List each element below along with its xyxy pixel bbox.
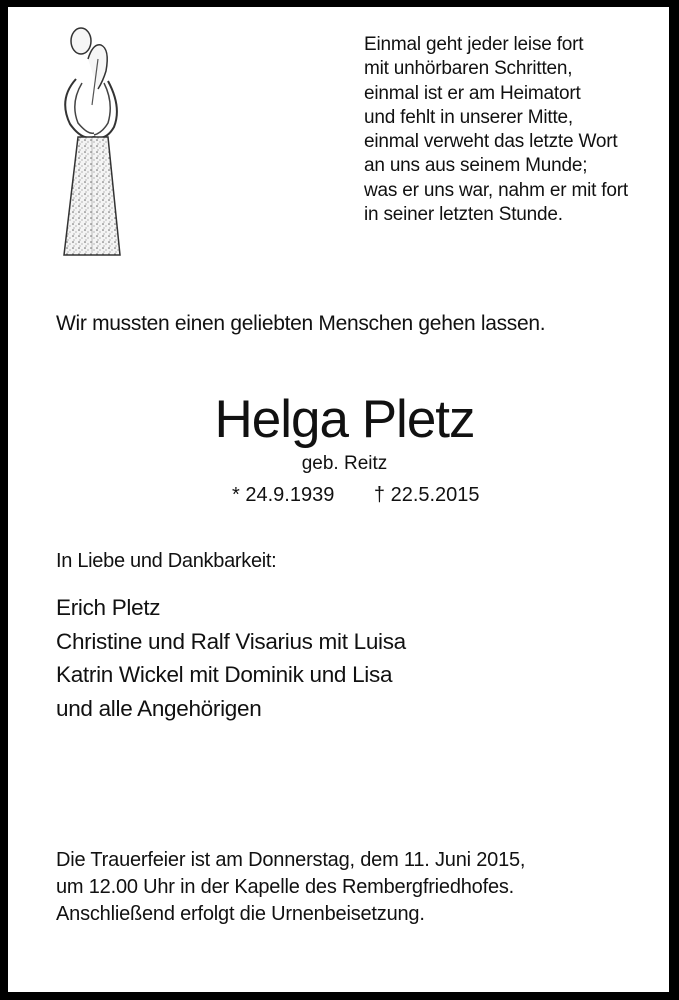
birth-name: geb. Reitz	[301, 453, 388, 474]
service-line: Anschließend erfolgt die Urnenbeisetzung.	[56, 903, 425, 925]
intro-text: Wir mussten einen geliebten Menschen gehen lassen.	[56, 312, 546, 335]
mourner: und alle Angehörigen	[56, 695, 262, 721]
thanks-heading: In Liebe und Dankbarkeit:	[56, 550, 277, 572]
poem-line: einmal verweht das letzte Wort	[364, 131, 618, 153]
service-line: um 12.00 Uhr in der Kapelle des Rembergfriedhofes.	[56, 876, 515, 898]
birth-date: * 24.9.1939	[232, 484, 335, 506]
death-date: † 22.5.2015	[373, 484, 480, 506]
funeral-service-info	[56, 847, 525, 928]
mourners-list	[56, 591, 406, 725]
service-line: Die Trauerfeier ist am Donnerstag, dem 11. Juni 2015,	[56, 849, 526, 871]
poem-line: in seiner letzten Stunde.	[364, 204, 563, 226]
mourner: Christine und Ralf Visarius mit Luisa	[56, 628, 406, 654]
poem-line: einmal ist er am Heimatort	[364, 82, 581, 104]
memorial-poem	[364, 33, 628, 227]
mourner: Katrin Wickel mit Dominik und Lisa	[56, 662, 393, 687]
obituary-notice	[8, 7, 669, 992]
poem-line: und fehlt in unserer Mitte,	[364, 106, 573, 128]
poem-line: Einmal geht jeder leise fort	[364, 34, 584, 55]
life-dates	[232, 484, 480, 507]
mourner: Erich Pletz	[56, 595, 161, 620]
poem-line: mit unhörbaren Schritten,	[364, 58, 573, 80]
deceased-name: Helga Pletz	[214, 390, 475, 449]
embracing-couple-sculpture-icon	[48, 19, 138, 259]
poem-line: was er uns war, nahm er mit fort	[364, 179, 628, 201]
poem-line: an uns aus seinem Munde;	[364, 155, 588, 177]
